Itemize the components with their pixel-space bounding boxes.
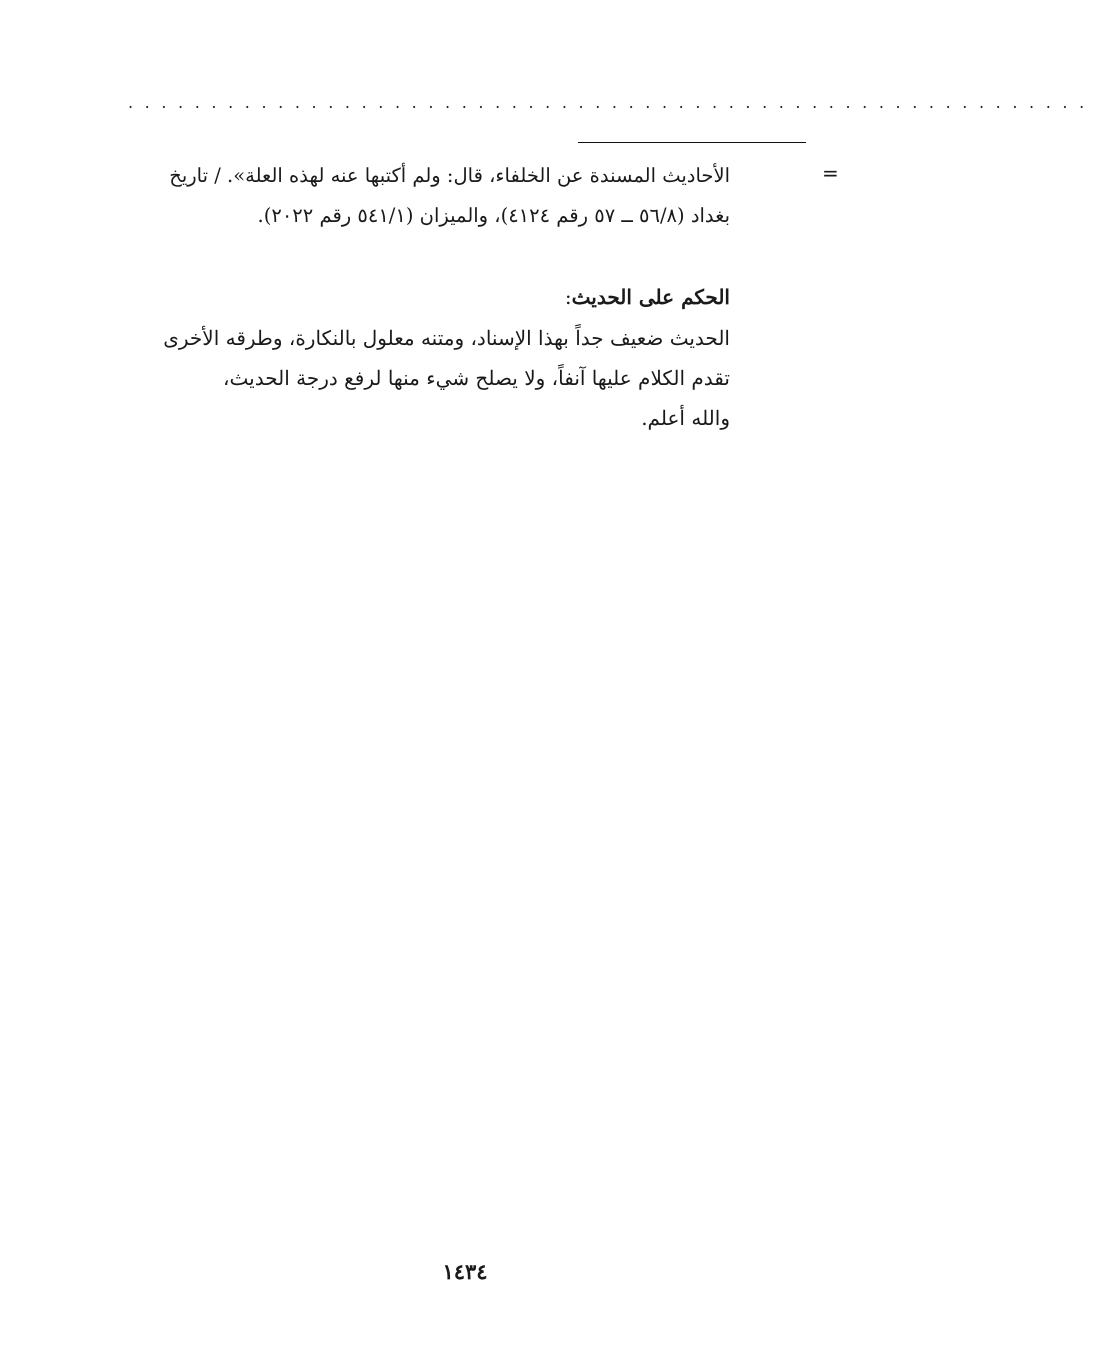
footnote-separator-line: [578, 142, 806, 143]
dotted-separator: ..........................................................: [128, 93, 1096, 112]
section-heading-text: الحكم على الحديث: [571, 285, 730, 309]
verdict-line: تقدم الكلام عليها آنفاً، ولا يصلح شيء منها لرفع درجة الحديث،: [223, 366, 730, 390]
verdict-paragraph: [110, 318, 730, 438]
footnote-line: الأحاديث المسندة عن الخلفاء، قال: ولم أكتبها عنه لهذه العلة». / تاريخ: [169, 164, 730, 187]
page-number: ١٤٣٤: [442, 1259, 488, 1284]
footnote-line: بغداد (٥٦/٨ ــ ٥٧ رقم ٤١٢٤)، والميزان (٥٤١/١ رقم ٢٠٢٢).: [257, 204, 730, 227]
footnote-text: [110, 156, 730, 236]
verdict-line: والله أعلم.: [641, 406, 730, 430]
footnote-continuation-mark: =: [822, 161, 839, 185]
section-heading-colon: :: [564, 285, 572, 309]
section-heading: [110, 280, 730, 314]
verdict-line: الحديث ضعيف جداً بهذا الإسناد، ومتنه معلول بالنكارة، وطرقه الأخرى: [163, 326, 730, 350]
